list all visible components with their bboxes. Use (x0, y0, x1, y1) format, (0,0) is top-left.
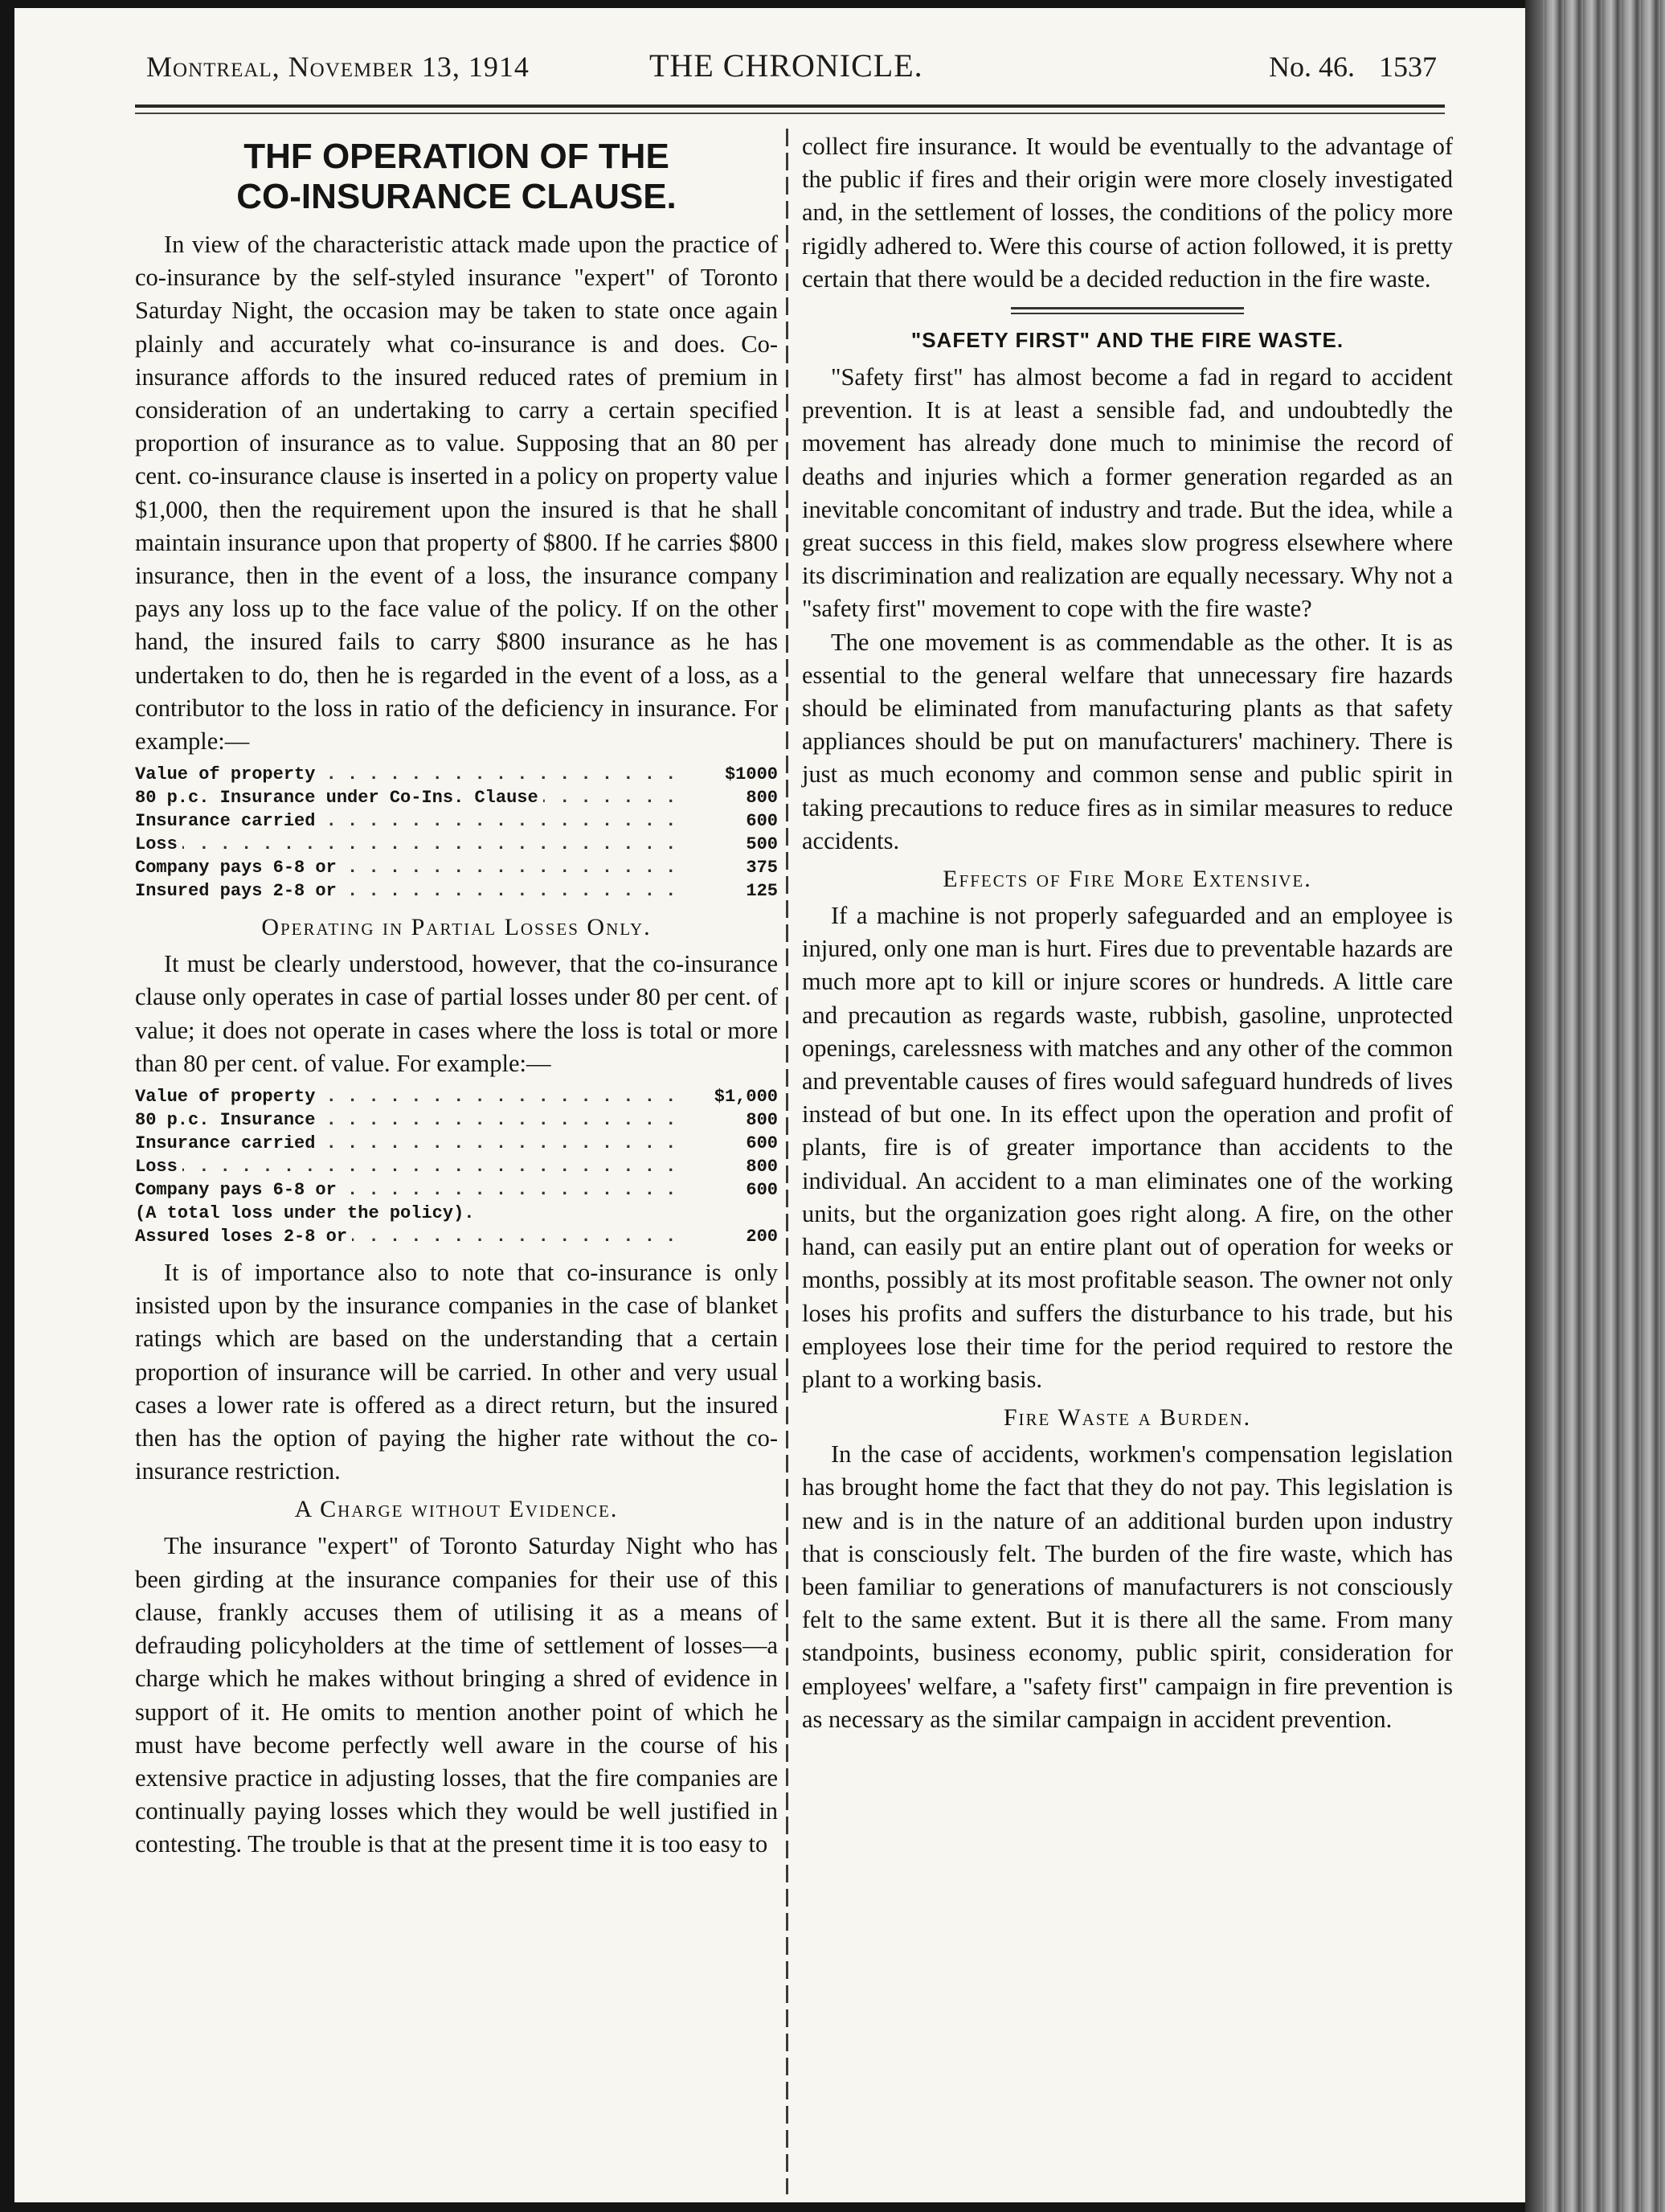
table-row (135, 1108, 778, 1132)
table-row (135, 879, 778, 903)
row-label: Value of property (135, 764, 320, 784)
row-label: Insurance carried (135, 811, 320, 831)
paragraph: "Safety first" has almost become a fad in regard to accident prevention. It is at least a sensible fad, and undoubtedly the movement has already done much to minimise the record of deaths and injuries which a former generation regarded as an inevitable concomitant of industry and trade. But the idea, while a great success in this field, makes slow progress elsewhere where its discrimination and realization are equally necessary. Why not a "safety first" movement to cope with the fire waste? (802, 363, 1453, 623)
article-headline: "SAFETY FIRST" AND THE FIRE WASTE. (910, 328, 1344, 353)
row-value: $1,000 (714, 1087, 778, 1108)
column-divider (786, 129, 788, 2194)
table-note: (A total loss under the policy). (135, 1203, 475, 1224)
section-subhead: Fire Waste a Burden. (1003, 1404, 1252, 1432)
table-row (135, 763, 778, 786)
paragraph: The insurance "expert" of Toronto Saturday Night who has been girding at the insurance companies for their use of this clause, frankly accuses them of utilising it as a means of defrauding policyholders at the time of settlement of losses—a charge which he makes without bringing a shred of evidence in support of it. He omits to mention another point of which he must have become perfectly well aware in the course of his extensive practice in adjusting losses, that the fire companies are continually paying losses which they would be well justified in contesting. The trouble is that at the present time it is too easy to (135, 1532, 778, 1858)
row-value: 600 (746, 1180, 778, 1201)
right-column (802, 130, 1453, 1736)
row-value: $1000 (724, 764, 778, 785)
section-rule-thin (1011, 313, 1244, 314)
paragraph: In view of the characteristic attack made upon the practice of co-insurance by the self-styled insurance "expert" of Toronto Saturday Night, the occasion may be taken to state once again plainly and accurately what co-insurance is and does. Co-insurance affords to the insured reduced rates of premium in consideration of an undertaking to carry a certain specified proportion of insurance as to value. Supposing that an 80 per cent. co-insurance clause is inserted in a policy on property value $1,000, then the requirement upon the insured is that he shall maintain insurance upon that property of $800. If he carries $800 insurance, then in the event of a loss, the insurance company pays any loss up to the face value of the policy. If on the other hand, the insured fails to carry $800 insurance as he has undertaken to do, then he is regarded in the event of a loss, as a contributor to the loss in ratio of the deficiency in insurance. For example:— (135, 231, 778, 756)
row-label: Insurance carried (135, 1133, 320, 1153)
row-value: 125 (746, 881, 778, 902)
article-title-line-1: THF OPERATION OF THE (243, 137, 669, 176)
paragraph: In the case of accidents, workmen's compensation legislation has brought home the fact that they do not pay. This legislation is new and is in the nature of an additional burden upon industry that is consciously felt. The burden of the fire waste, which has been familiar to generations of manufacturers is not consciously felt to the same extent. But it is there all the same. From many standpoints, business economy, public spirit, consideration for employees' welfare, a "safety first" campaign in fire prevention is as necessary as the similar campaign in accident prevention. (802, 1440, 1453, 1733)
example-table-1 (135, 763, 778, 903)
header-rule-thin (135, 113, 1445, 114)
table-row (135, 1085, 778, 1108)
dateline: Montreal, November 13, 1914 (146, 51, 530, 83)
row-value: 800 (746, 1157, 778, 1178)
example-table-2 (135, 1085, 778, 1248)
row-label: Insured pays 2-8 or (135, 881, 342, 901)
issue-number: No. 46. (1269, 51, 1355, 83)
paragraph: It must be clearly understood, however, that the co-insurance clause only operates in case of partial losses under 80 per cent. of value; it does not operate in cases where the loss is total or more than 80 per cent. of value. For example:— (135, 950, 778, 1077)
section-subhead: Effects of Fire More Extensive. (943, 866, 1312, 893)
section-subhead: Operating in Partial Losses Only. (261, 914, 652, 941)
paragraph: collect fire insurance. It would be eventually to the advantage of the public if fires and their origin were more closely investigated and, in the settlement of losses, the conditions of the policy more rigidly adhered to. Were this course of action followed, it is pretty certain that there would be a decided reduction in the fire waste. (802, 133, 1453, 293)
left-column (135, 133, 778, 1862)
row-label: Loss (135, 834, 182, 854)
table-note-row (135, 1202, 778, 1225)
row-label: 80 p.c. Insurance (135, 1110, 320, 1130)
row-value: 600 (746, 811, 778, 832)
page-number: 1537 (1379, 51, 1437, 83)
table-row (135, 1225, 778, 1248)
row-label: Loss (135, 1157, 182, 1177)
publication-title: THE CHRONICLE. (649, 47, 923, 84)
row-value: 375 (746, 858, 778, 879)
section-subhead: A Charge without Evidence. (294, 1496, 619, 1523)
row-label: Company pays 6-8 or (135, 1180, 342, 1200)
table-row (135, 1178, 778, 1202)
table-row (135, 856, 778, 879)
paragraph: It is of importance also to note that co-insurance is only insisted upon by the insurance companies in the case of blanket ratings which are based on the understanding that a certain proportion of insurance will be carried. In other and very usual cases a lower rate is offered as a direct return, but the insured then has the option of paying the higher rate without the co-insurance restriction. (135, 1259, 778, 1485)
row-label: Value of property (135, 1087, 320, 1107)
newspaper-page (14, 8, 1525, 2202)
article-title-line-2: CO-INSURANCE CLAUSE. (236, 177, 677, 216)
page-header (135, 42, 1445, 90)
row-label: Assured loses 2-8 or (135, 1227, 352, 1247)
paragraph: The one movement is as commendable as the other. It is as essential to the general welfare that unnecessary fire hazards should be eliminated from manufacturing plants as that safety appliances should be put on manufacturers' machinery. There is just as much economy and common sense and public spirit in taking precautions to reduce fires as in similar measures to reduce accidents. (802, 628, 1453, 854)
table-row (135, 1155, 778, 1178)
table-row (135, 1132, 778, 1155)
header-rule (135, 104, 1445, 108)
row-value: 200 (746, 1227, 778, 1247)
row-value: 800 (746, 788, 778, 809)
row-value: 500 (746, 834, 778, 855)
table-row (135, 809, 778, 833)
row-value: 600 (746, 1133, 778, 1154)
table-row (135, 786, 778, 809)
row-label: Company pays 6-8 or (135, 858, 342, 878)
paragraph: If a machine is not properly safeguarded and an employee is injured, only one man is hurt. Fires due to preventable hazards are much more apt to kill or injure scores or hundreds. A little care and precaution as regards waste, rubbish, gasoline, unprotected openings, carelessness with matches and any other of the common and preventable causes of fires would safeguard hundreds of lives instead of but one. In its effect upon the operation and profit of plants, fire is of greater importance than accidents to the individual. An accident to a man eliminates one of the working units, but the organization goes right along. A fire, on the other hand, can easily put an entire plant out of operation for weeks or months, possibly at its most profitable season. The owner not only loses his profits and suffers the disturbance to his trade, but his employees lose their time for the period required to restore the plant to a working basis. (802, 902, 1453, 1393)
issue-info (1245, 50, 1437, 84)
table-row (135, 833, 778, 856)
section-rule (1011, 307, 1244, 309)
row-value: 800 (746, 1110, 778, 1131)
book-binding-edge (1525, 0, 1665, 2212)
row-label: 80 p.c. Insurance under Co-Ins. Clause (135, 788, 543, 808)
article-title (135, 137, 778, 217)
